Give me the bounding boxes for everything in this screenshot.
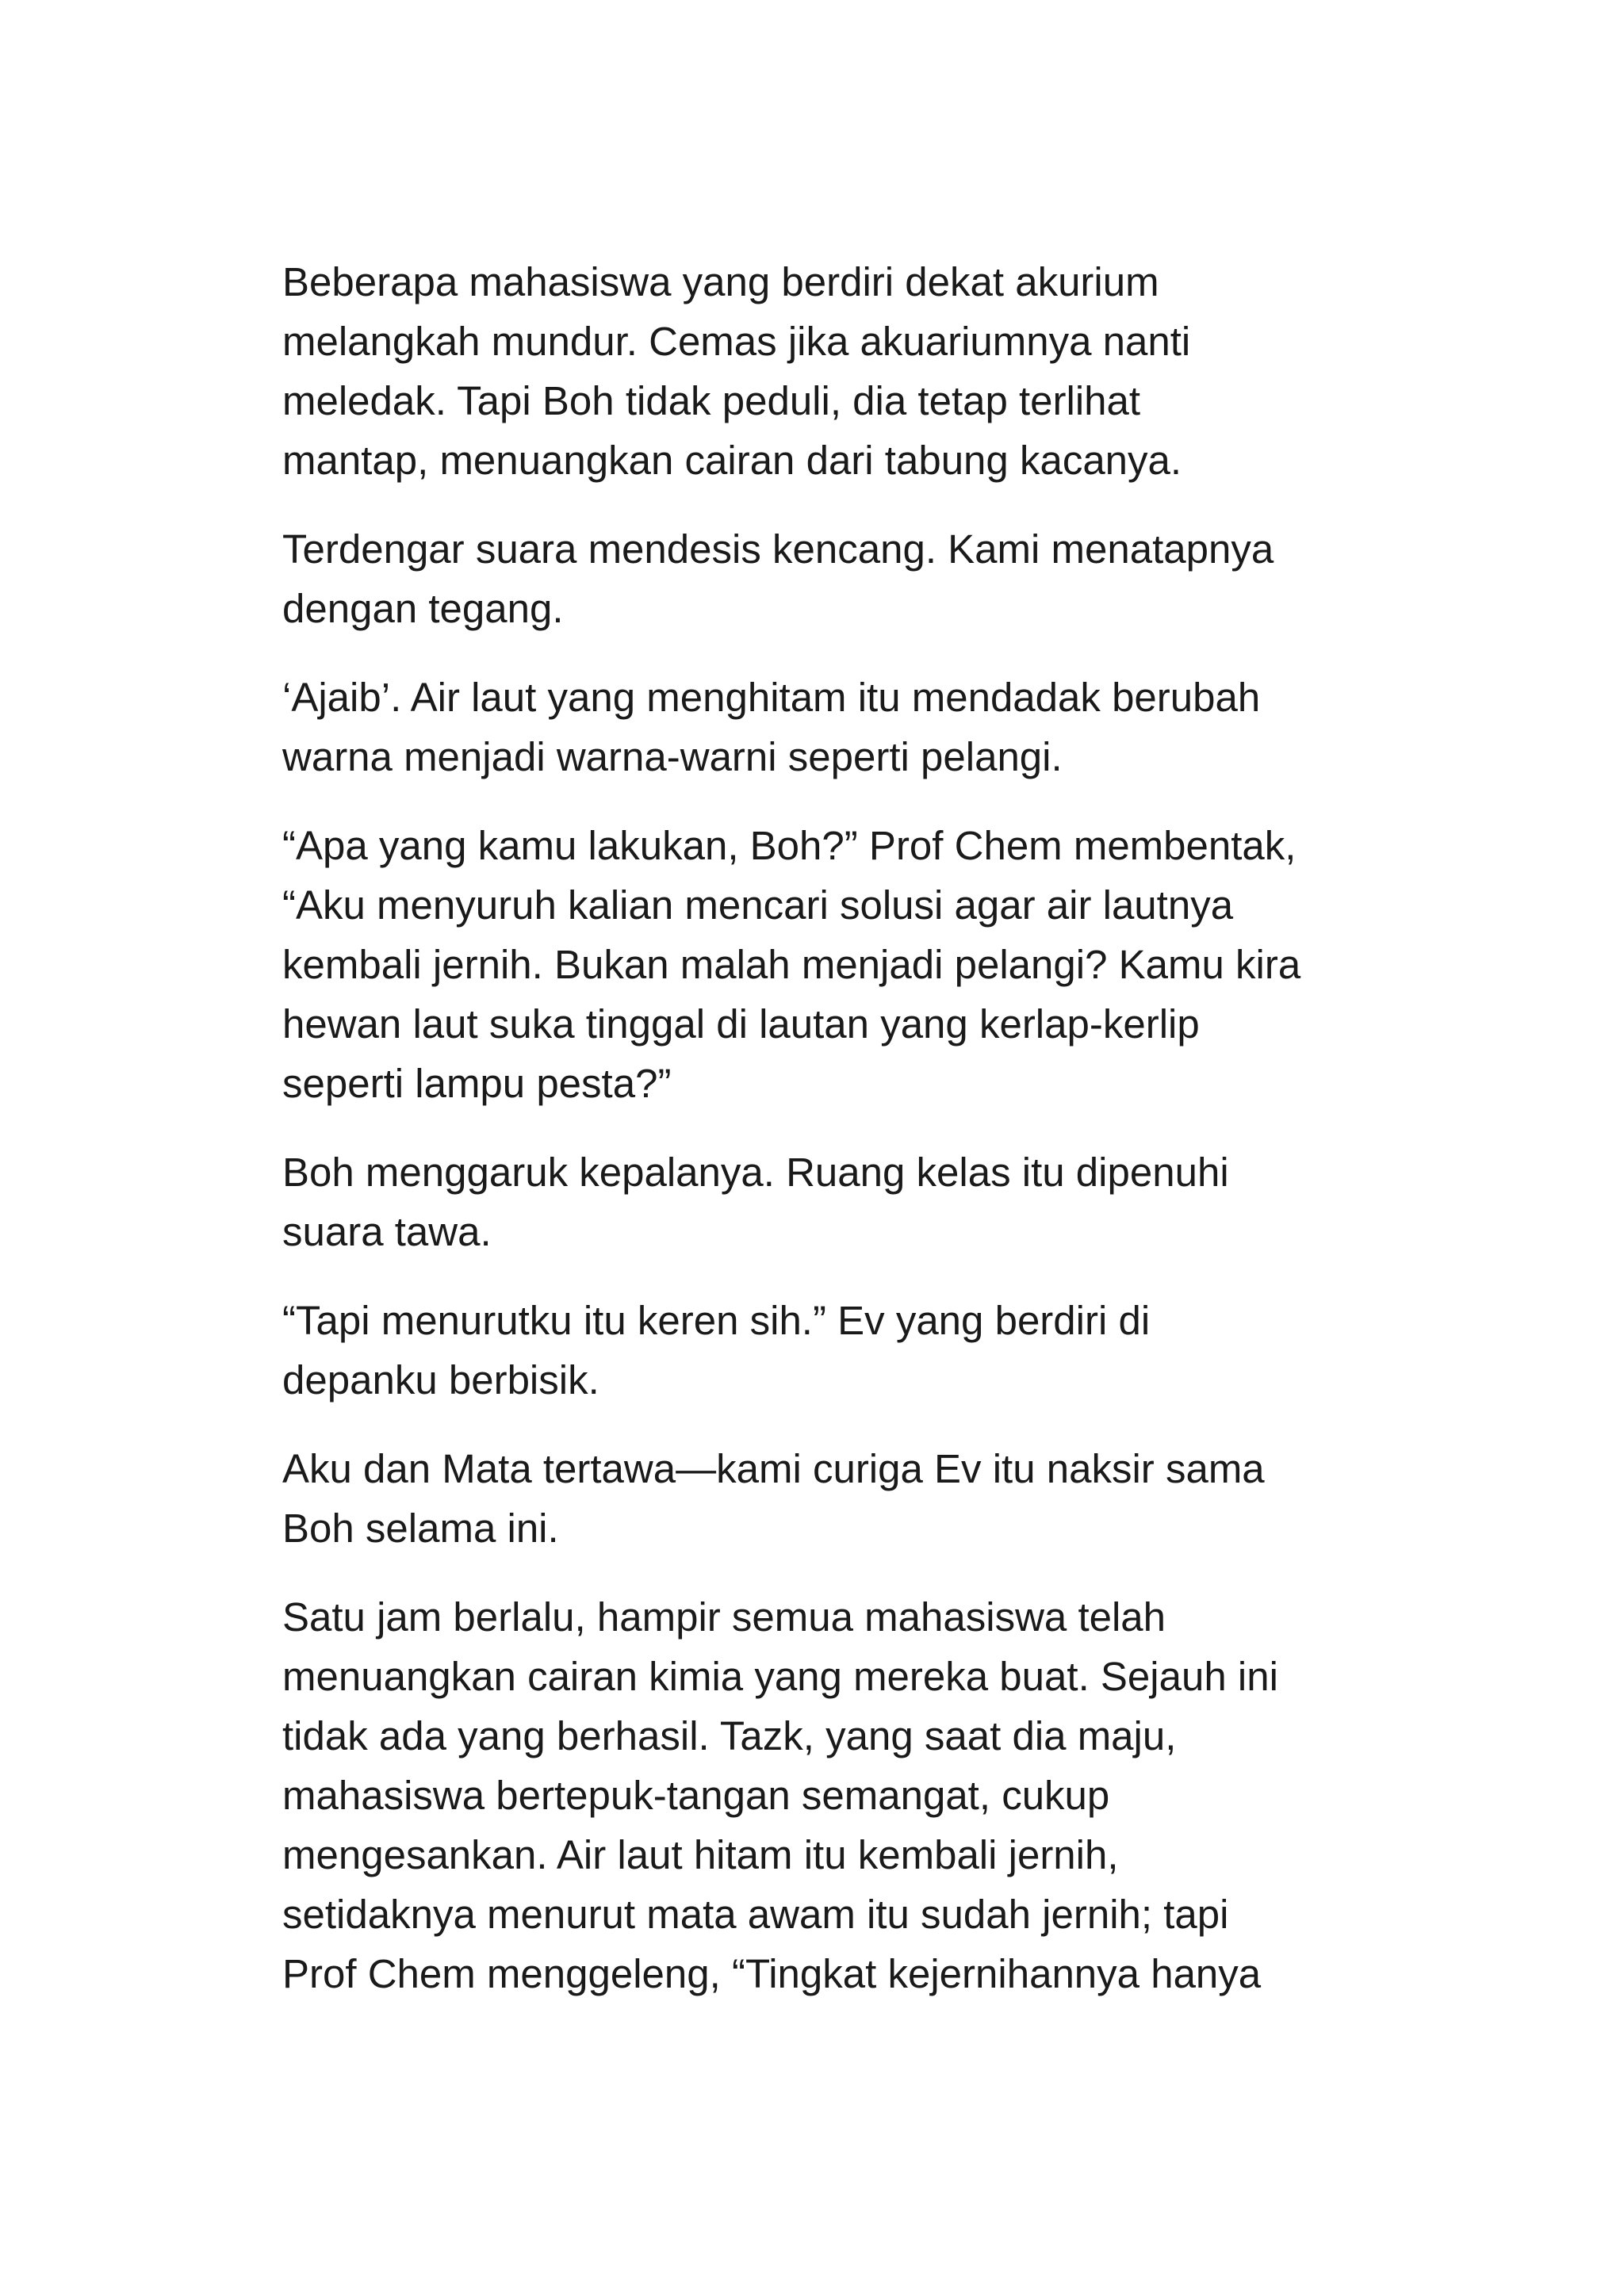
text-line: tidak ada yang berhasil. Tazk, yang saat dia maju,: [282, 1713, 1177, 1758]
text-line: mengesankan. Air laut hitam itu kembali jernih,: [282, 1832, 1119, 1877]
paragraph-2: [282, 519, 1408, 638]
text-line: seperti lampu pesta?”: [282, 1061, 672, 1106]
paragraph-1: [282, 252, 1408, 490]
text-line: Terdengar suara mendesis kencang. Kami menatapnya: [282, 526, 1274, 572]
text-line: “Apa yang kamu lakukan, Boh?” Prof Chem membentak,: [282, 823, 1297, 868]
paragraph-5: [282, 1142, 1408, 1261]
text-line: “Tapi menurutku itu keren sih.” Ev yang berdiri di: [282, 1298, 1151, 1343]
paragraph-3: [282, 668, 1408, 786]
text-line: kembali jernih. Bukan malah menjadi pelangi? Kamu kira: [282, 942, 1301, 987]
text-line: hewan laut suka tinggal di lautan yang kerlap-kerlip: [282, 1001, 1200, 1047]
text-line: mahasiswa bertepuk-tangan semangat, cukup: [282, 1773, 1110, 1818]
text-line: Beberapa mahasiswa yang berdiri dekat akurium: [282, 259, 1159, 304]
text-line: ‘Ajaib’. Air laut yang menghitam itu mendadak berubah: [282, 675, 1261, 720]
text-line: Boh menggaruk kepalanya. Ruang kelas itu dipenuhi: [282, 1150, 1229, 1195]
paragraph-6: [282, 1291, 1408, 1410]
text-line: Boh selama ini.: [282, 1506, 559, 1551]
text-line: Prof Chem menggeleng, “Tingkat kejernihannya hanya: [282, 1951, 1262, 1996]
text-line: warna menjadi warna-warni seperti pelangi.: [282, 734, 1063, 779]
text-line: menuangkan cairan kimia yang mereka buat. Sejauh ini: [282, 1654, 1278, 1699]
text-line: dengan tegang.: [282, 586, 564, 631]
text-line: meledak. Tapi Boh tidak peduli, dia tetap terlihat: [282, 378, 1141, 423]
text-line: Aku dan Mata tertawa—kami curiga Ev itu naksir sama: [282, 1446, 1265, 1491]
paragraph-4: [282, 816, 1408, 1113]
text-line: mantap, menuangkan cairan dari tabung kacanya.: [282, 438, 1182, 483]
text-line: setidaknya menurut mata awam itu sudah jernih; tapi: [282, 1892, 1229, 1937]
body-text: [282, 252, 1408, 2033]
text-line: depanku berbisik.: [282, 1357, 599, 1402]
paragraph-8: [282, 1587, 1408, 2003]
paragraph-7: [282, 1439, 1408, 1558]
text-line: Satu jam berlalu, hampir semua mahasiswa telah: [282, 1594, 1166, 1640]
text-line: suara tawa.: [282, 1209, 492, 1254]
text-line: melangkah mundur. Cemas jika akuariumnya nanti: [282, 319, 1191, 364]
text-line: “Aku menyuruh kalian mencari solusi agar air lautnya: [282, 882, 1234, 928]
